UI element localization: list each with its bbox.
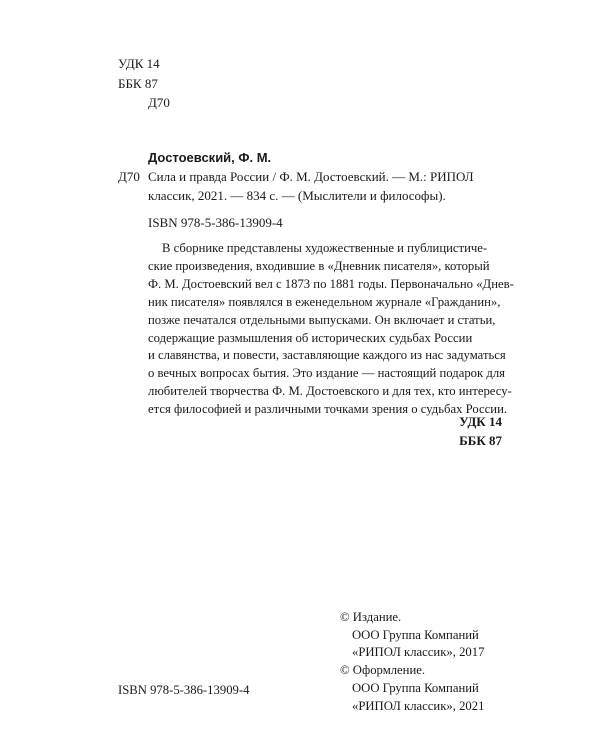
copyright-line: ООО Группа Компаний (352, 680, 479, 695)
annotation-line: В сборнике представлены художественные и публицистиче- (162, 241, 488, 255)
copyright-line: «РИПОЛ классик», 2021 (352, 698, 485, 713)
copyright-line: «РИПОЛ классик», 2017 (352, 645, 485, 660)
author-mark: Д70 (118, 169, 140, 184)
bibliographic-record (118, 148, 474, 205)
annotation-line: любителей творчества Ф. М. Достоевского и для тех, кто интересу- (148, 384, 512, 399)
copyright-line: © Издание. (340, 610, 402, 624)
isbn-record: ISBN 978-5-386-13909-4 (148, 215, 283, 230)
copyright-line: ООО Группа Компаний (352, 627, 479, 642)
annotation-line: содержащие размышления об исторических судьбах России (148, 330, 473, 345)
udk-code: УДК 14 (459, 414, 502, 429)
author-mark: Д70 (148, 95, 170, 110)
annotation-line: позже печатался отдельными выпусками. Он включает и статьи, (148, 312, 496, 327)
footer-isbn: ISBN 978-5-386-13909-4 (118, 683, 250, 697)
title-description-line-1: Сила и правда России / Ф. М. Достоевский. — М.: РИПОЛ (148, 169, 474, 184)
annotation-line: ник писателя» появлялся в еженедельном журнале «Гражданин», (148, 294, 501, 309)
annotation-paragraph (148, 240, 514, 419)
author-heading: Достоевский, Ф. М. (148, 150, 272, 165)
classification-block-bottom (459, 412, 502, 450)
classification-block-top (118, 54, 170, 113)
bbk-code: ББК 87 (459, 433, 502, 448)
title-description-line-2: классик, 2021. — 834 с. — (Мыслители и философы). (148, 188, 446, 203)
annotation-line: о вечных вопросах бытия. Это издание — настоящий подарок для (148, 366, 505, 381)
copyright-block (340, 609, 484, 715)
bbk-code: ББК 87 (118, 75, 158, 91)
udk-code: УДК 14 (118, 56, 160, 71)
annotation-line: ские произведения, входившие в «Дневник писателя», который (148, 258, 490, 273)
annotation-line: и славянства, и повести, заставляющие каждого из нас задуматься (148, 348, 506, 363)
annotation-line: ется философией и различными точками зрения о судьбах России. (148, 402, 508, 417)
annotation-line: Ф. М. Достоевский вел с 1873 по 1881 годы. Первоначально «Днев- (148, 276, 514, 291)
copyright-line: © Оформление. (340, 663, 426, 678)
